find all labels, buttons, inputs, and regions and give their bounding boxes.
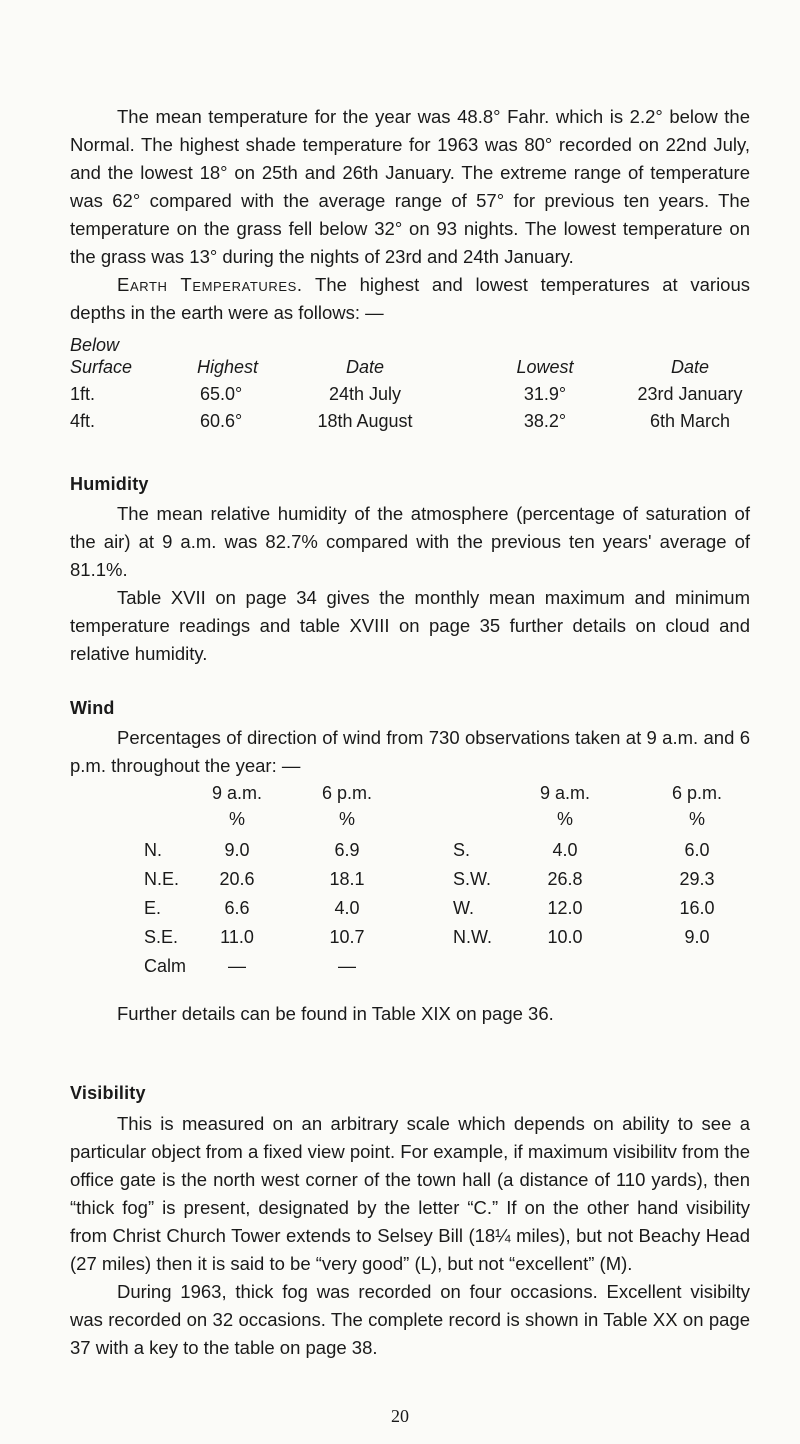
header-below: Below <box>70 335 120 355</box>
visibility-record-paragraph: During 1963, thick fog was recorded on four occasions. Excellent visibilty was recorded on 32 occasions. The complete record is shown in Table XX on page 37 with a key to the table on page 38. <box>70 1281 750 1358</box>
wind-6pm-value: 6.9 <box>334 840 360 860</box>
header-date-low: Date <box>670 357 710 377</box>
pct-9am-right: % <box>556 809 573 829</box>
col-9am-right: 9 a.m. <box>539 783 591 803</box>
wind-direction: S.E. <box>144 927 179 947</box>
wind-direction: E. <box>144 898 162 918</box>
row-date-low: 6th March <box>649 411 731 431</box>
visibility-paragraph: This is measured on an arbitrary scale which depends on ability to see a particular object from a fixed view point. For example, if maximum visibilitv from the office gate is the north west corner of the town hall (a distance of 110 yards), then “thick fog” is present, designated by the letter “C.” If on the other hand visibility from Christ Church Tower extends to Selsey Bill (18¼ miles), but not Beachy Head (27 miles) then it is said to be “very good” (L), but not “excellent” (M). <box>70 1113 750 1274</box>
wind-6pm-value: 9.0 <box>684 927 710 947</box>
wind-direction: Calm <box>144 956 187 976</box>
wind-footer: Further details can be found in Table XIX on page 36. <box>117 1003 554 1024</box>
wind-9am-value: — <box>228 956 246 976</box>
pct-9am-left: % <box>228 809 245 829</box>
wind-6pm-value: 10.7 <box>329 927 365 947</box>
row-highest: 60.6° <box>200 411 243 431</box>
wind-6pm-value: 29.3 <box>679 869 715 889</box>
wind-intro: Percentages of direction of wind from 730 observations taken at 9 a.m. and 6 p.m. throughout the year: — <box>70 727 750 776</box>
header-surface: Surface <box>70 357 133 377</box>
humidity-paragraph: The mean relative humidity of the atmosphere (percentage of saturation of the air) at 9 a.m. was 82.7% compared with the previous ten years' average of 81.1%. <box>70 503 750 580</box>
humidity-table-reference: Table XVII on page 34 gives the monthly mean maximum and minimum temperature readings and table XVIII on page 35 further details on cloud and relative humidity. <box>70 587 750 664</box>
wind-direction: S. <box>453 840 471 860</box>
wind-direction: W. <box>453 898 474 918</box>
visibility-heading: Visibility <box>70 1083 146 1103</box>
wind-9am-value: 9.0 <box>224 840 250 860</box>
wind-direction: S.W. <box>453 869 492 889</box>
earth-temperatures-text: The highest and lowest temperatures at various depths in the earth were as follows: — <box>70 274 751 323</box>
wind-6pm-value: — <box>338 956 356 976</box>
col-9am-left: 9 a.m. <box>211 783 263 803</box>
wind-6pm-value: 18.1 <box>329 869 365 889</box>
earth-temperatures-paragraph <box>70 271 750 327</box>
pct-6pm-left: % <box>338 809 355 829</box>
wind-9am-value: 11.0 <box>220 927 254 947</box>
wind-6pm-value: 4.0 <box>334 898 360 918</box>
row-depth: 4ft. <box>70 411 96 431</box>
pct-6pm-right: % <box>688 809 705 829</box>
page-number: 20 <box>391 1406 409 1426</box>
col-6pm-right: 6 p.m. <box>671 783 723 803</box>
earth-temperatures-lead: Earth Temperatures. <box>117 274 303 295</box>
humidity-heading: Humidity <box>70 474 149 494</box>
wind-heading: Wind <box>70 698 115 718</box>
wind-9am-value: 10.0 <box>547 927 583 947</box>
row-date-high: 24th July <box>328 384 402 404</box>
wind-9am-value: 12.0 <box>547 898 583 918</box>
header-lowest: Lowest <box>516 357 574 377</box>
wind-6pm-value: 16.0 <box>679 898 715 918</box>
wind-9am-value: 6.6 <box>224 898 250 918</box>
wind-9am-value: 26.8 <box>547 869 583 889</box>
row-date-high: 18th August <box>317 411 413 431</box>
header-date-high: Date <box>345 357 385 377</box>
row-depth: 1ft. <box>70 384 96 404</box>
row-highest: 65.0° <box>200 384 243 404</box>
wind-direction: N.W. <box>453 927 492 947</box>
wind-9am-value: 4.0 <box>552 840 578 860</box>
row-lowest: 38.2° <box>523 411 567 431</box>
row-date-low: 23rd January <box>637 384 743 404</box>
wind-direction: N. <box>144 840 162 860</box>
wind-9am-value: 20.6 <box>219 869 255 889</box>
wind-direction: N.E. <box>144 869 180 889</box>
temperature-paragraph: The mean temperature for the year was 48.8° Fahr. which is 2.2° below the Normal. The highest shade temperature for 1963 was 80° recorded on 22nd July, and the lowest 18° on 25th and 26th January. The extreme range of temperature was 62° compared with the average range of 57° for previous ten years. The temperature on the grass fell below 32° on 93 nights. The lowest temperature on the grass was 13° during the nights of 23rd and 24th January. <box>70 106 750 267</box>
header-highest: Highest <box>197 357 259 377</box>
wind-6pm-value: 6.0 <box>684 840 710 860</box>
row-lowest: 31.9° <box>523 384 567 404</box>
col-6pm-left: 6 p.m. <box>321 783 373 803</box>
